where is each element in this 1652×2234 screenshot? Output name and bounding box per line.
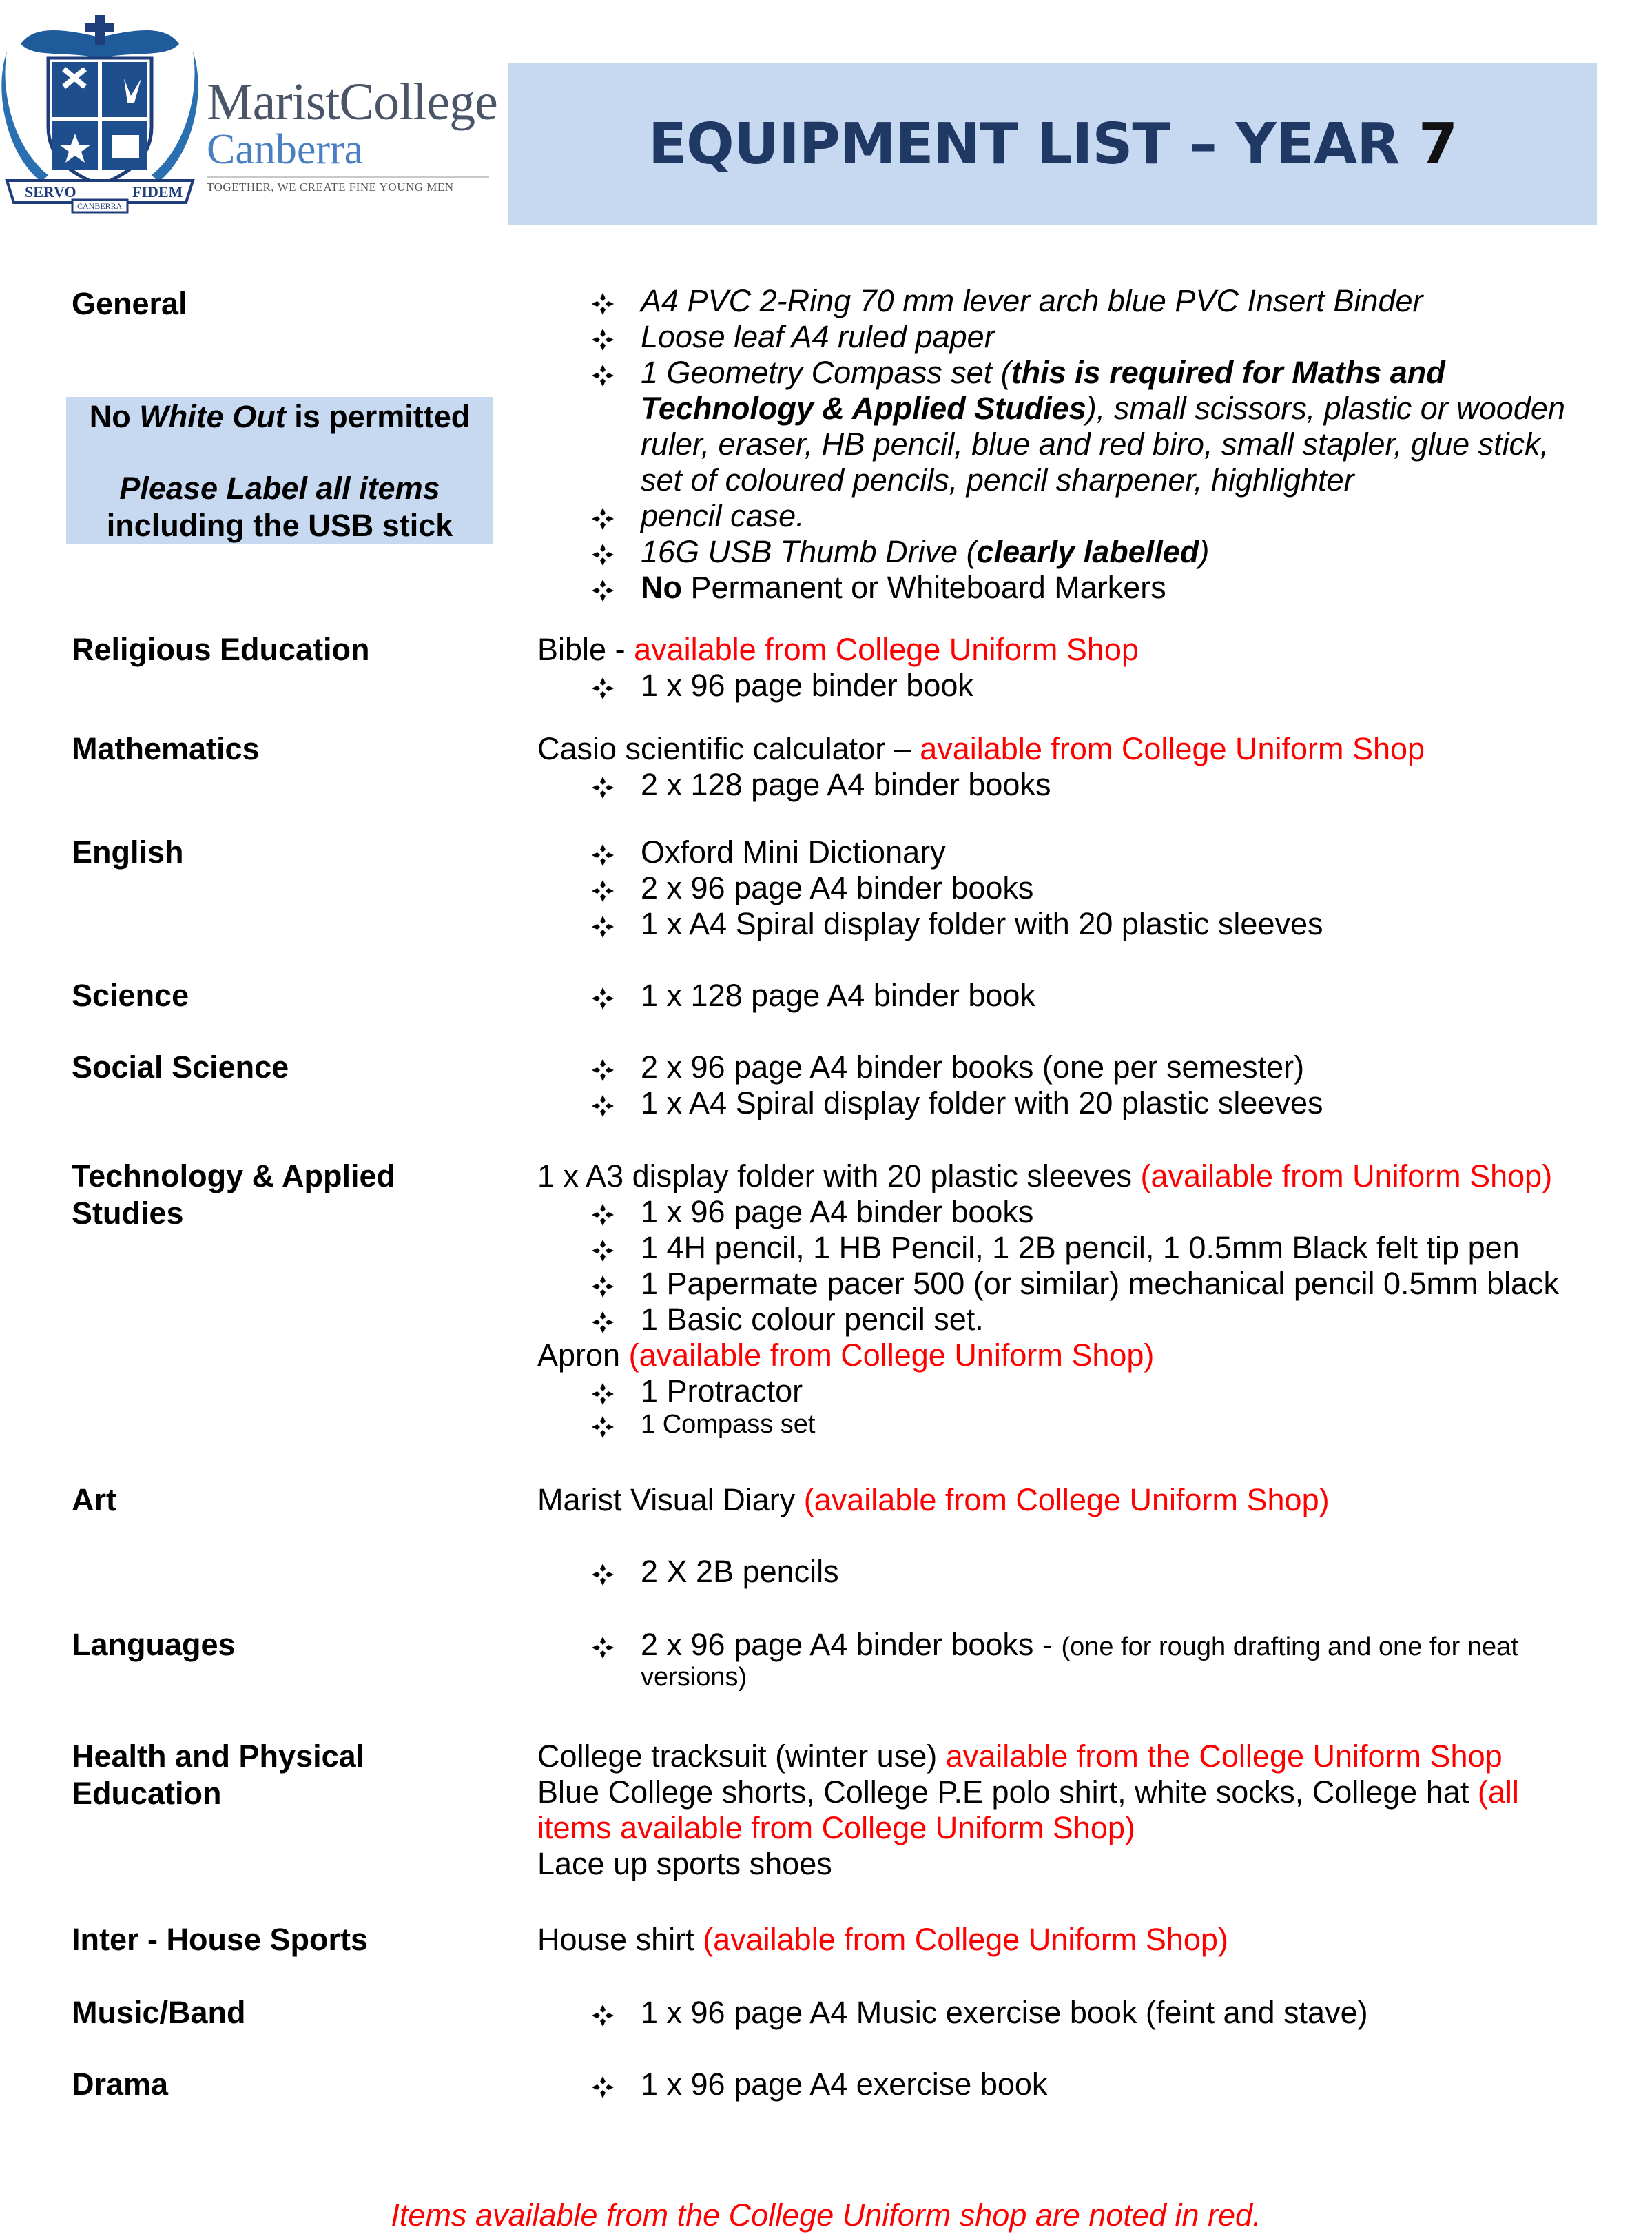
section-label-line: Education: [72, 1776, 222, 1811]
list-item: 2 x 96 page A4 binder books: [641, 870, 1034, 905]
section-label-social-science: Social Science: [72, 1049, 289, 1085]
list-item-text: 16G USB Thumb Drive (: [641, 534, 977, 569]
notice-spacer: [66, 435, 493, 470]
section-label-religious: Religious Education: [72, 632, 370, 667]
bullet-icon: [591, 2004, 615, 2027]
page-title-main: EQUIPMENT LIST – YEAR: [648, 111, 1418, 177]
crest-scroll-bottom: CANBERRA: [77, 201, 123, 211]
list-item: 1 Papermate pacer 500 (or similar) mechanical pencil 0.5mm black: [641, 1266, 1560, 1301]
availability-note: (available from College Uniform Shop): [628, 1338, 1155, 1373]
bullet-icon: [591, 364, 615, 387]
section-line: [537, 1921, 1228, 1958]
item-text: Casio scientific calculator –: [537, 731, 920, 766]
list-item: [641, 1626, 1518, 1666]
notice-box: [66, 397, 493, 544]
list-item: 1 Compass set: [641, 1410, 816, 1439]
list-item-emphasis: this is required for Maths and: [1011, 355, 1445, 390]
section-label-technology: [72, 1158, 395, 1232]
list-item-text: ): [1199, 534, 1210, 569]
list-item-text: 1 Geometry Compass set (: [641, 355, 1011, 390]
section-label-english: English: [72, 834, 184, 870]
availability-note: available from College Uniform Shop: [920, 731, 1425, 766]
list-item-continuation: versions): [641, 1663, 747, 1692]
availability-note: (available from College Uniform Shop): [803, 1482, 1330, 1517]
list-item-emphasis: Technology & Applied Studies: [641, 391, 1086, 426]
bullet-icon: [591, 1636, 615, 1659]
bullet-icon: [591, 677, 615, 700]
list-item: 1 x 96 page A4 binder books: [641, 1194, 1034, 1229]
availability-note: available from the College Uniform Shop: [945, 1739, 1503, 1774]
item-text: House shirt: [537, 1922, 703, 1957]
bullet-icon: [591, 915, 615, 939]
crest-motto-left: SERVO: [25, 183, 76, 201]
college-city: Canberra: [207, 126, 364, 173]
list-item: pencil case.: [641, 498, 805, 533]
notice-line-3: including the USB stick: [106, 508, 453, 543]
list-item: [641, 354, 1445, 391]
list-item: 1 x A4 Spiral display folder with 20 plastic sleeves: [641, 1085, 1323, 1120]
availability-note: (available from Uniform Shop): [1140, 1158, 1553, 1193]
bullet-icon: [591, 328, 615, 351]
list-item: Oxford Mini Dictionary: [641, 834, 946, 870]
section-label-hpe: [72, 1738, 364, 1812]
list-item: A4 PVC 2-Ring 70 mm lever arch blue PVC Insert Binder: [641, 283, 1423, 318]
crest-motto-right: FIDEM: [132, 183, 183, 201]
bullet-icon: [591, 507, 615, 531]
section-line: [537, 730, 1425, 768]
list-item-text: ), small scissors, plastic or wooden: [1086, 391, 1565, 426]
availability-note: items available from College Uniform Shop): [537, 1810, 1135, 1845]
page-title-year: 7: [1418, 111, 1458, 177]
bullet-icon: [591, 1203, 615, 1227]
bullet-icon: [591, 1563, 615, 1586]
bullet-icon: [591, 1415, 615, 1439]
list-item: [641, 533, 1209, 571]
list-item: 1 x 96 page A4 exercise book: [641, 2067, 1048, 2102]
section-line: [537, 1158, 1552, 1195]
list-item: 1 x 96 page A4 Music exercise book (feint and stave): [641, 1995, 1368, 2030]
bullet-icon: [591, 1239, 615, 1262]
list-item: Loose leaf A4 ruled paper: [641, 319, 995, 354]
section-label-music: Music/Band: [72, 1995, 246, 2030]
bullet-icon: [591, 1275, 615, 1298]
list-item-note: (one for rough drafting and one for neat: [1061, 1632, 1518, 1661]
list-item-continuation: set of coloured pencils, pencil sharpener, highlighter: [641, 462, 1354, 498]
section-label-line: Health and Physical: [72, 1739, 365, 1774]
section-line: [537, 1482, 1330, 1519]
section-line: [537, 1738, 1503, 1775]
bullet-icon: [591, 2076, 615, 2099]
logo-divider: [207, 176, 489, 178]
notice-text: No: [89, 399, 140, 434]
bullet-icon: [591, 879, 615, 903]
section-label-house-sports: Inter - House Sports: [72, 1922, 369, 1957]
list-item: 2 X 2B pencils: [641, 1554, 839, 1589]
page-title: [648, 112, 1457, 177]
availability-note: (all: [1477, 1774, 1519, 1810]
list-item: 1 x 96 page binder book: [641, 668, 973, 703]
list-item: 1 x 128 page A4 binder book: [641, 978, 1035, 1013]
bullet-icon: [591, 1311, 615, 1334]
item-text: Blue College shorts, College P.E polo shirt, white socks, College hat: [537, 1774, 1478, 1810]
list-item-text: 2 x 96 page A4 binder books -: [641, 1627, 1062, 1662]
section-label-art: Art: [72, 1482, 116, 1517]
notice-text: is permitted: [285, 399, 471, 434]
notice-line-1: [66, 398, 493, 435]
availability-note: available from College Uniform Shop: [634, 632, 1139, 667]
section-label-general: General: [72, 286, 187, 321]
bullet-icon: [591, 543, 615, 566]
college-name: MaristCollege: [207, 73, 497, 131]
notice-text-italic: White Out: [139, 399, 286, 434]
availability-note: (available from College Uniform Shop): [703, 1922, 1228, 1957]
bullet-icon: [591, 1058, 615, 1082]
item-text: Apron: [537, 1338, 629, 1373]
section-label-maths: Mathematics: [72, 731, 260, 766]
list-item: 1 Basic colour pencil set.: [641, 1302, 984, 1337]
list-item-emphasis: clearly labelled: [976, 534, 1199, 569]
title-banner: [508, 63, 1597, 225]
list-item-text: Permanent or Whiteboard Markers: [682, 570, 1166, 605]
bullet-icon: [591, 1094, 615, 1118]
list-item-continuation: ruler, eraser, HB pencil, blue and red biro, small stapler, glue stick,: [641, 427, 1549, 462]
section-line: [537, 1337, 1154, 1374]
list-item: [641, 569, 1166, 606]
item-text: Marist Visual Diary: [537, 1482, 804, 1517]
bullet-icon: [591, 292, 615, 316]
section-label-line: Studies: [72, 1196, 184, 1231]
bullet-icon: [591, 987, 615, 1010]
college-motto: TOGETHER, WE CREATE FINE YOUNG MEN: [207, 181, 454, 194]
list-item: 1 Protractor: [641, 1373, 803, 1408]
list-item: 1 x A4 Spiral display folder with 20 plastic sleeves: [641, 906, 1323, 941]
footer-note: Items available from the College Uniform shop are noted in red.: [391, 2197, 1261, 2233]
bullet-icon: [591, 843, 615, 867]
item-text: 1 x A3 display folder with 20 plastic sleeves: [537, 1158, 1141, 1193]
section-label-science: Science: [72, 978, 189, 1013]
list-item: 2 x 96 page A4 binder books (one per semester): [641, 1049, 1305, 1085]
section-line: [537, 631, 1139, 668]
bullet-icon: [591, 579, 615, 602]
list-item: 2 x 128 page A4 binder books: [641, 767, 1051, 802]
notice-line-2: Please Label all items: [119, 471, 440, 506]
section-line: Lace up sports shoes: [537, 1846, 832, 1881]
list-item-continuation: [641, 390, 1565, 427]
list-item: 1 4H pencil, 1 HB Pencil, 1 2B pencil, 1 0.5mm Black felt tip pen: [641, 1230, 1520, 1265]
section-line: [537, 1774, 1519, 1811]
bullet-icon: [591, 1382, 615, 1406]
item-text: College tracksuit (winter use): [537, 1739, 946, 1774]
bullet-icon: [591, 776, 615, 799]
item-text: Bible -: [537, 632, 634, 667]
section-label-line: Technology & Applied: [72, 1158, 395, 1193]
list-item-emphasis: No: [641, 570, 682, 605]
section-label-languages: Languages: [72, 1627, 236, 1662]
section-label-drama: Drama: [72, 2067, 169, 2102]
